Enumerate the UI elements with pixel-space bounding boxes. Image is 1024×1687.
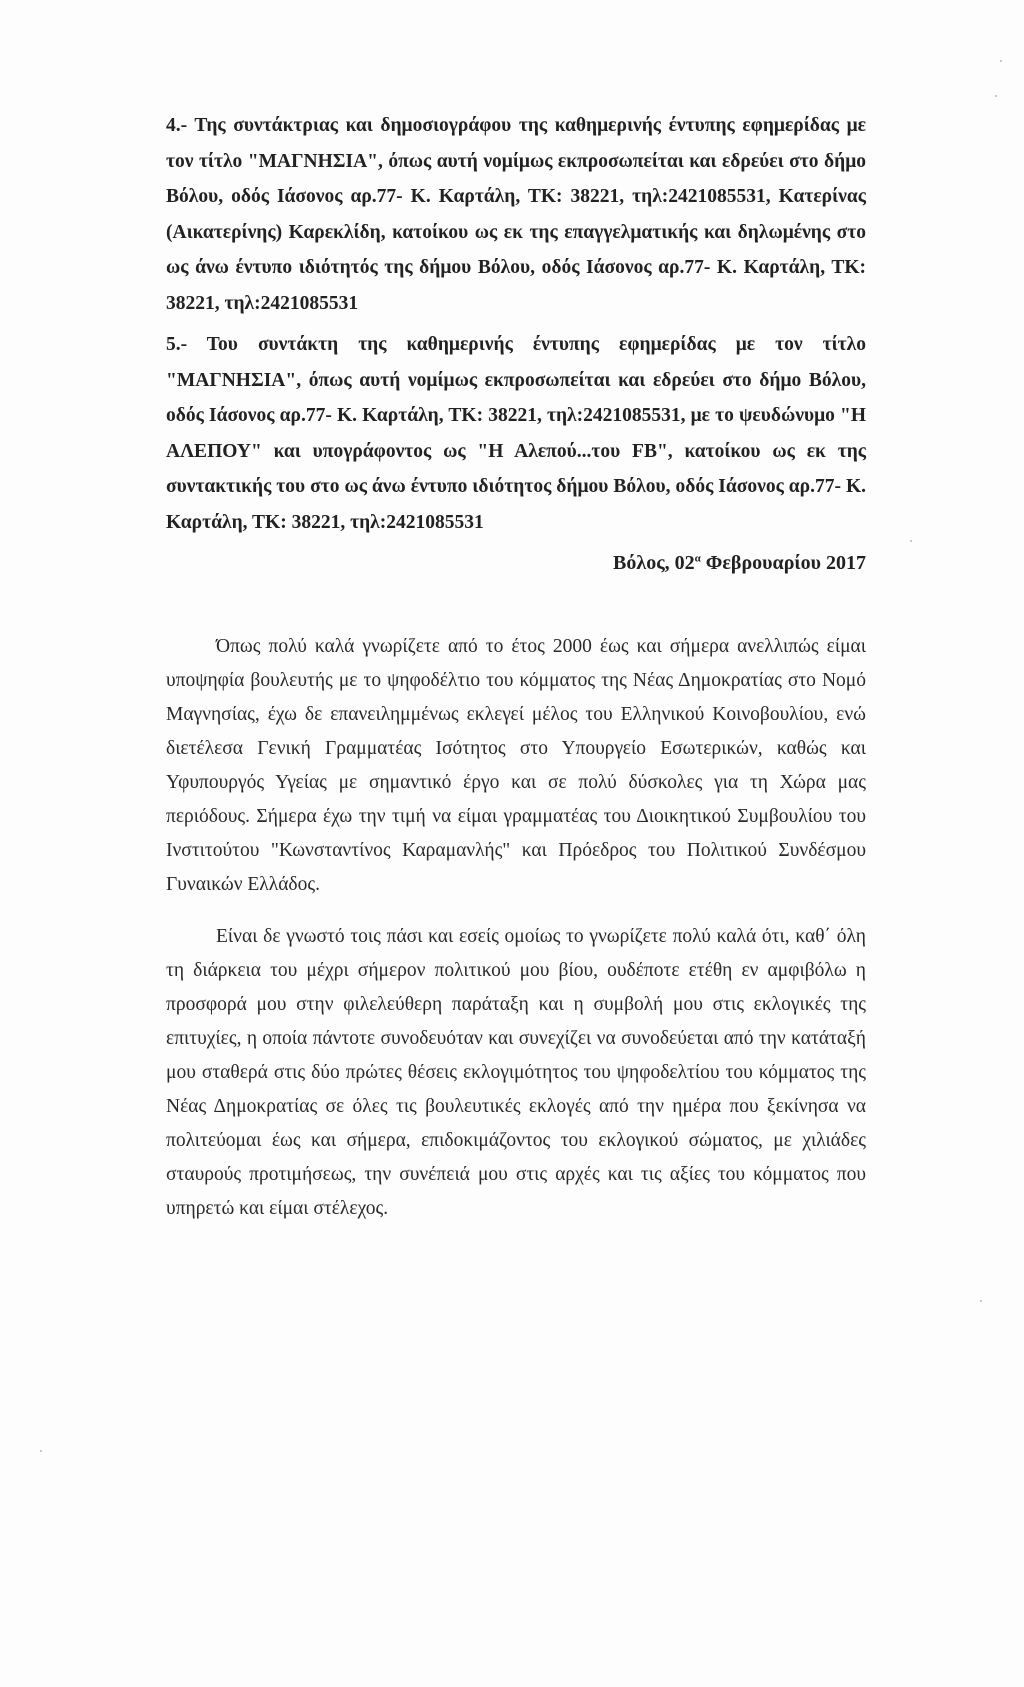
scan-speck	[40, 1450, 42, 1452]
scan-speck	[980, 1300, 982, 1302]
date-line	[600, 552, 866, 575]
paragraph-1-block	[166, 630, 866, 902]
paragraph-2-block	[166, 920, 866, 1226]
paragraph-1-text: Όπως πολύ καλά γνωρίζετε από το έτος 2000 έως και σήμερα ανελλιπώς είμαι υποψηφία βουλευτής με το ψηφοδέλτιο του κόμματος της Νέας Δημοκρατίας στο Νομό Μαγνησίας, έχω δε επανειλημμένως εκλεγεί μέλος του Ελληνικού Κοινοβουλίου, ενώ διετέλεσα Γενική Γραμματέας Ισότητος στο Υπουργείο Εσωτερικών, καθώς και Υφυπουργός Υγείας με σημαντικό έργο και σε πολύ δύσκολες για τη Χώρα μας περιόδους. Σήμερα έχω την τιμή να είμαι γραμματέας του Διοικητικού Συμβουλίου του Ινστιτούτου "Κωνσταντίνος Καραμανλής" και Πρόεδρος του Πολιτικού Συνδέσμου Γυναικών Ελλάδος.	[166, 636, 866, 895]
date-prefix: Βόλος, 02	[613, 552, 695, 574]
scan-speck	[1000, 60, 1002, 62]
scan-speck	[910, 540, 912, 542]
date-suffix: Φεβρουαρίου 2017	[700, 552, 866, 574]
paragraph-2-text: Είναι δε γνωστό τοις πάσι και εσείς ομοίως το γνωρίζετε πολύ καλά ότι, καθ΄ όλη τη διάρκεια του μέχρι σήμερον πολιτικού μου βίου, ουδέποτε ετέθη εν αμφιβόλω η προσφορά μου στην φιλελεύθερη παράταξη και η συμβολή μου στις εκλογικές της επιτυχίες, η οποία πάντοτε συνοδευόταν και συνεχίζει να συνοδεύεται από την κατάταξή μου σταθερά στις δύο πρώτες θέσεις εκλογιμότητος του ψηφοδελτίου του κόμματος της Νέας Δημοκρατίας σε όλες τις βουλευτικές εκλογές από την ημέρα που ξεκίνησα να πολιτεύομαι έως και σήμερα, επιδοκιμάζοντος του εκλογικού σώματος, με χιλιάδες σταυρούς προτιμήσεως, την συνέπειά μου στις αρχές και τις αξίες του κόμματος που υπηρετώ και είμαι στέλεχος.	[166, 926, 866, 1219]
item-5-text: 5.- Του συντάκτη της καθημερινής έντυπης εφημερίδας με τον τίτλο "ΜΑΓΝΗΣΙΑ", όπως αυτή νομίμως εκπροσωπείται και εδρεύει στο δήμο Βόλου, οδός Ιάσονος αρ.77- Κ. Καρτάλη, ΤΚ: 38221, τηλ:2421085531, με το ψευδώνυμο "Η ΑΛΕΠΟΥ" και υπογράφοντος ως "Η Αλεπού...του FB", κατοίκου ως εκ της συντακτικής του στο ως άνω έντυπο ιδιότητος δήμου Βόλου, οδός Ιάσονος αρ.77- Κ. Καρτάλη, ΤΚ: 38221, τηλ:2421085531	[166, 334, 866, 533]
scan-speck	[995, 95, 997, 97]
item-4-block	[166, 108, 866, 321]
date-superscript: α	[694, 552, 701, 565]
item-4-text: 4.- Της συντάκτριας και δημοσιογράφου της καθημερινής έντυπης εφημερίδας με τον τίτλο "ΜΑΓΝΗΣΙΑ", όπως αυτή νομίμως εκπροσωπείται και εδρεύει στο δήμο Βόλου, οδός Ιάσονος αρ.77- Κ. Καρτάλη, ΤΚ: 38221, τηλ:2421085531, Κατερίνας (Αικατερίνης) Καρεκλίδη, κατοίκου ως εκ της επαγγελματικής και δηλωμένης στο ως άνω έντυπο ιδιότητός της δήμου Βόλου, οδός Ιάσονος αρ.77- Κ. Καρτάλη, ΤΚ: 38221, τηλ:2421085531	[166, 115, 866, 314]
item-5-block	[166, 327, 866, 540]
